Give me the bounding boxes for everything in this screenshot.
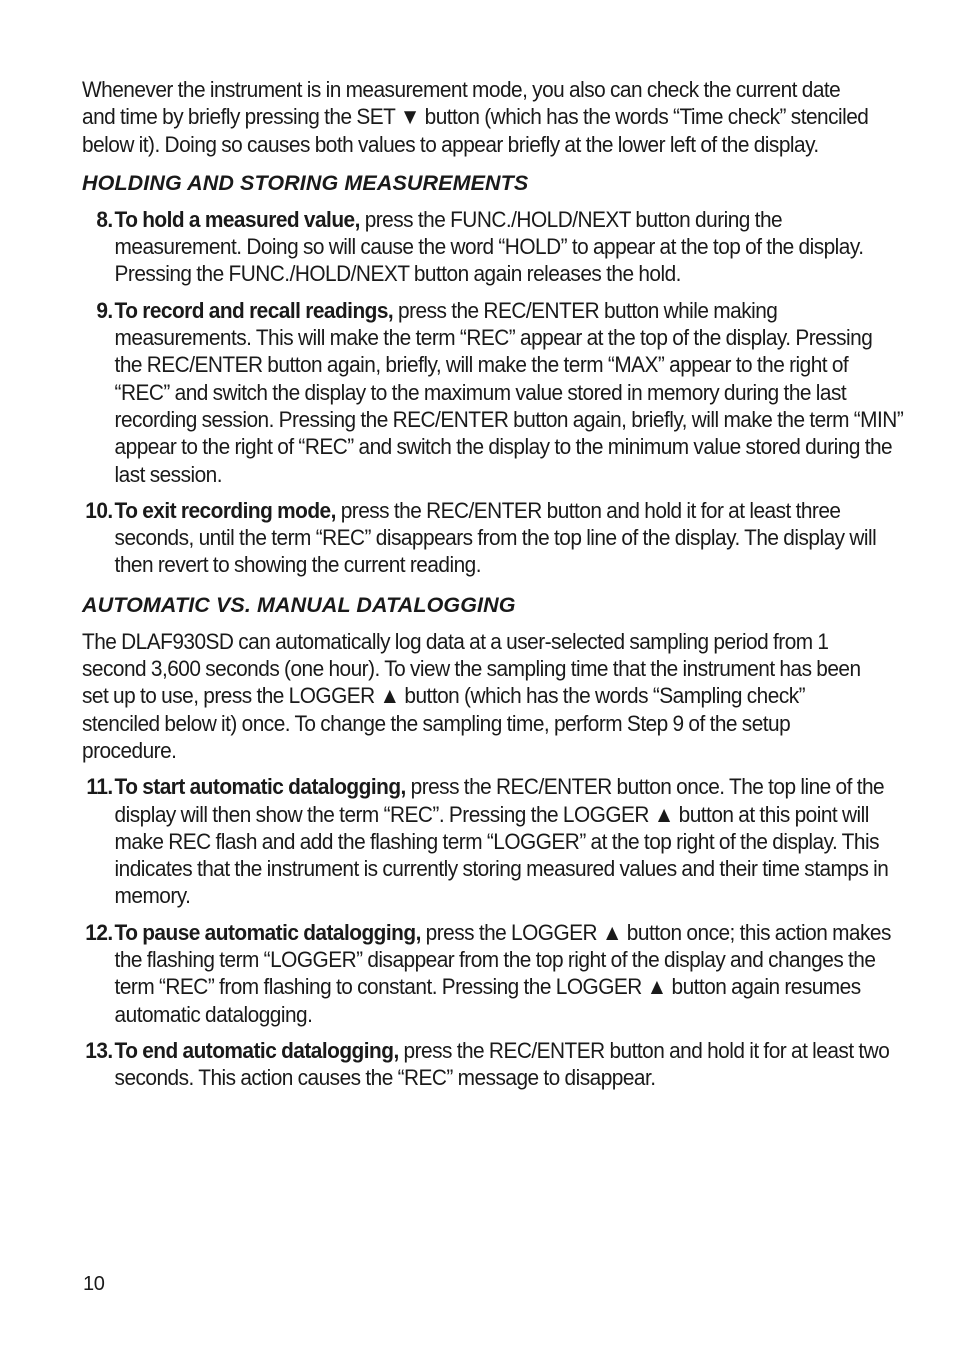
- step-number: 12.: [85, 919, 113, 945]
- document-page: [82, 76, 904, 1092]
- step-12: [82, 919, 904, 1028]
- step-lead: To pause automatic datalogging,: [114, 919, 421, 945]
- step-lead: To start automatic datalogging,: [114, 774, 406, 800]
- datalogging-intro-paragraph: The DLAF930SD can automatically log data at a user-selected sampling period from 1 second 3,600 seconds (one hour). To view the sampling time that the instrument has been set up to use, press the LOGGER ▲ button (which has the words “Sampling check” stenciled below it) once. To change the sampling time, perform Step 9 of the setup procedure.: [82, 628, 861, 763]
- step-lead: To hold a measured value,: [114, 206, 360, 232]
- step-13: [82, 1037, 904, 1092]
- step-text: press the REC/ENTER button and hold it for at least two seconds. This action causes the “REC” message to disappear.: [114, 1037, 890, 1091]
- step-text: press the REC/ENTER button once. The top line of the display will then show the term “REC”. Pressing the LOGGER ▲ button at this point will make REC flash and add the flashing term “LOGGER” at the top right of the display. This indicates that the instrument is currently storing measured values and their time stamps in memory.: [114, 774, 889, 909]
- step-text: press the LOGGER ▲ button once; this action makes the flashing term “LOGGER” disappear from the top right of the display and changes the term “REC” from flashing to constant. Pressing the LOGGER ▲ button again resumes automatic datalogging.: [114, 919, 891, 1027]
- step-number: 9.: [96, 297, 113, 323]
- step-lead: To end automatic datalogging,: [114, 1037, 399, 1063]
- section-heading-datalogging: AUTOMATIC VS. MANUAL DATALOGGING: [82, 592, 516, 617]
- step-lead: To record and recall readings,: [114, 297, 394, 323]
- step-11: [82, 773, 904, 909]
- intro-paragraph: Whenever the instrument is in measurement mode, you also can check the current date and time by briefly pressing the SET ▼ button (which has the words “Time check” stenciled below it). Doing so causes both values to appear briefly at the lower left of the display.: [82, 77, 869, 157]
- step-number: 13.: [85, 1037, 113, 1063]
- step-text: press the FUNC./HOLD/NEXT button during the measurement. Doing so will cause the word “HOLD” to appear at the top of the display. Pressing the FUNC./HOLD/NEXT button again releases the hold.: [114, 206, 864, 287]
- step-text: press the REC/ENTER button while making measurements. This will make the term “REC” appear at the top of the display. Pressing the REC/ENTER button again, briefly, will make the term “MAX” appear to the right of “REC” and switch the display to the maximum value stored in memory during the last recording session. Pressing the REC/ENTER button again, briefly, will make the term “MIN” appear to the right of “REC” and switch the display to the minimum value stored during the last session.: [114, 297, 904, 487]
- step-number: 10.: [85, 497, 113, 523]
- step-number: 8.: [96, 206, 113, 232]
- step-number: 11.: [86, 774, 113, 800]
- section-heading-holding: HOLDING AND STORING MEASUREMENTS: [82, 170, 529, 195]
- page-number: 10: [83, 1273, 105, 1295]
- step-text: press the REC/ENTER button and hold it for at least three seconds, until the term “REC” disappears from the top line of the display. The display will then revert to showing the current reading.: [114, 497, 877, 578]
- step-9: [82, 297, 904, 488]
- step-lead: To exit recording mode,: [114, 497, 336, 523]
- step-8: [82, 206, 904, 288]
- step-10: [82, 497, 904, 579]
